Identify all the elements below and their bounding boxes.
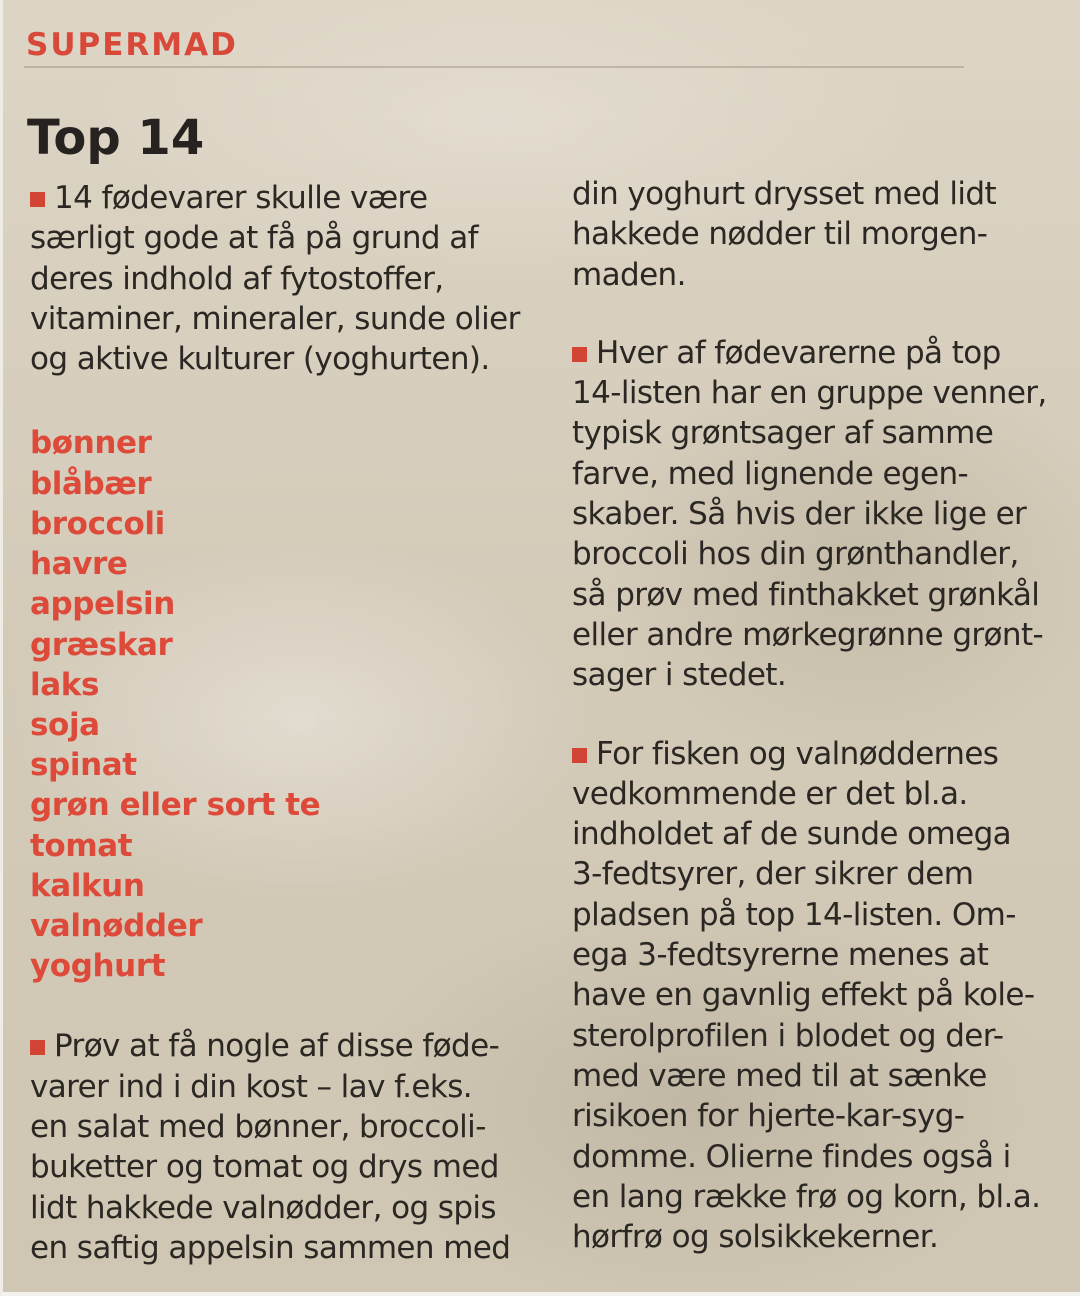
friends-line: broccoli hos din grønthandler, [572, 536, 1019, 573]
kicker-rule [24, 66, 964, 68]
section-kicker: SUPERMAD [26, 27, 238, 63]
friends-line: eller andre mørkegrønne grønt- [572, 616, 1044, 653]
omega-line: pladsen på top 14-listen. Om- [572, 896, 1016, 933]
tip-line: en saftig appelsin sammen med [30, 1229, 511, 1266]
intro-paragraph [30, 178, 540, 379]
left-column [30, 178, 540, 1268]
friends-line: 14-listen har en gruppe venner, [572, 375, 1047, 412]
food-item: kalkun [30, 867, 145, 904]
omega-paragraph [572, 734, 1062, 1258]
friends-paragraph [572, 333, 1062, 696]
food-item: broccoli [30, 505, 165, 542]
omega-line: en lang række frø og korn, bl.a. [572, 1178, 1041, 1215]
friends-line: så prøv med finthakket grønkål [572, 576, 1040, 613]
omega-line: vedkommende er det bl.a. [572, 775, 968, 812]
tip-continued-line: din yoghurt drysset med lidt [572, 176, 997, 212]
intro-line: 14 fødevarer skulle være [30, 178, 540, 218]
omega-line: domme. Olierne findes også i [572, 1138, 1011, 1175]
right-column [572, 174, 1062, 1257]
food-item: grøn eller sort te [30, 787, 321, 824]
tip-line: lidt hakkede valnødder, og spis [30, 1189, 496, 1226]
tip-continued-paragraph [572, 174, 1062, 295]
food-item: blåbær [30, 465, 152, 502]
food-item: havre [30, 546, 128, 583]
tip-paragraph [30, 1026, 540, 1268]
friends-line: farve, med lignende egen- [572, 455, 969, 492]
intro-line: særligt gode at få på grund af [30, 220, 478, 257]
omega-line: hørfrø og solsikkekerner. [572, 1219, 939, 1256]
spacer [572, 696, 1062, 734]
food-item: appelsin [30, 586, 175, 623]
food-item: spinat [30, 747, 137, 784]
friends-line: sager i stedet. [572, 657, 787, 694]
article-title: Top 14 [27, 110, 205, 166]
spacer [30, 986, 540, 1026]
food-item: laks [30, 666, 100, 703]
friends-line: skaber. Så hvis der ikke lige er [572, 496, 1027, 533]
bullet-square-icon [572, 748, 587, 763]
omega-line: ega 3-fedtsyrerne menes at [572, 937, 989, 974]
omega-line: 3-fedtsyrer, der sikrer dem [572, 856, 974, 893]
omega-line: med være med til at sænke [572, 1057, 987, 1094]
friends-line: Hver af fødevarerne på top [572, 333, 1062, 373]
tip-continued-line: hakkede nødder til morgen- [572, 216, 988, 253]
friends-line: typisk grøntsager af samme [572, 415, 994, 452]
bullet-square-icon [30, 192, 45, 207]
bullet-square-icon [572, 347, 587, 362]
tip-line: varer ind i din kost – lav f.eks. [30, 1068, 473, 1105]
tip-continued-line: maden. [572, 256, 686, 293]
omega-line: sterolprofilen i blodet og der- [572, 1017, 1004, 1054]
omega-line: have en gavnlig effekt på kole- [572, 977, 1035, 1014]
intro-line: vitaminer, mineraler, sunde olier [30, 300, 520, 337]
omega-line: risikoen for hjerte-kar-syg- [572, 1098, 965, 1135]
food-list [30, 423, 540, 986]
intro-line: og aktive kulturer (yoghurten). [30, 341, 490, 378]
food-item: soja [30, 706, 100, 743]
tip-line: Prøv at få nogle af disse føde- [30, 1026, 540, 1066]
spacer [572, 295, 1062, 333]
food-item: bønner [30, 425, 152, 462]
food-item: yoghurt [30, 948, 166, 985]
food-item: valnødder [30, 907, 203, 944]
intro-line: deres indhold af fytostoffer, [30, 260, 444, 297]
omega-line: indholdet af de sunde omega [572, 816, 1012, 853]
omega-line: For fisken og valnøddernes [572, 734, 1062, 774]
food-item: tomat [30, 827, 133, 864]
food-item: græskar [30, 626, 173, 663]
tip-line: buketter og tomat og drys med [30, 1149, 499, 1186]
bullet-square-icon [30, 1040, 45, 1055]
spacer [30, 379, 540, 423]
tip-line: en salat med bønner, broccoli- [30, 1108, 486, 1145]
